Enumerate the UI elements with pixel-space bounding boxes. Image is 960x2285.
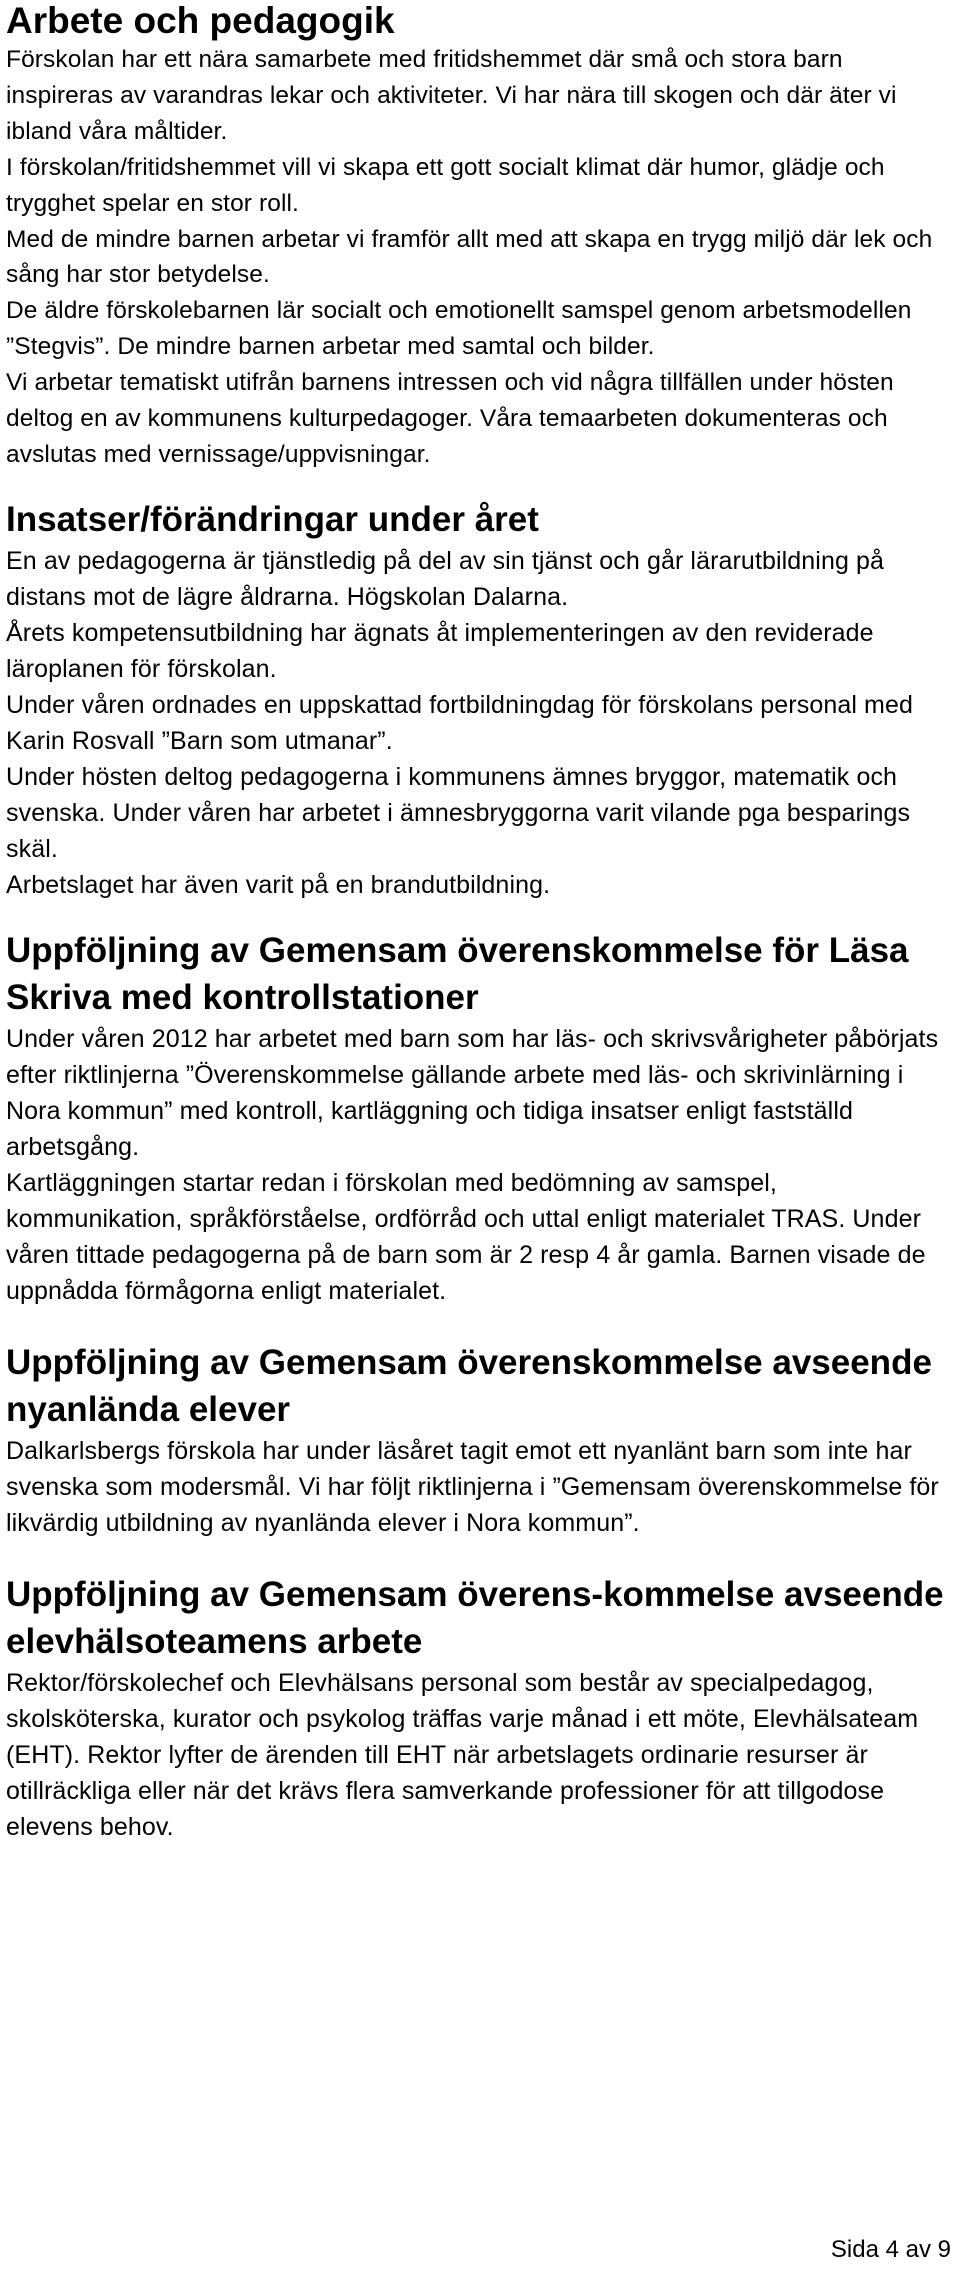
paragraph: De äldre förskolebarnen lär socialt och emotionellt samspel genom arbetsmodellen ”Stegvis”. De mindre barnen arbetar med samtal och bilder. <box>6 297 912 361</box>
section-nyanlanda-elever <box>6 1339 946 1541</box>
paragraph: Med de mindre barnen arbetar vi framför allt med att skapa en trygg miljö där lek och sång har stor betydelse. <box>6 225 933 289</box>
section-heading: Uppföljning av Gemensam överenskommelse för Läsa Skriva med kontrollstationer <box>6 930 909 1017</box>
page-number: Sida 4 av 9 <box>830 2236 951 2263</box>
document-body <box>6 0 946 1845</box>
paragraph: Arbetslaget har även varit på en brandutbildning. <box>6 870 551 899</box>
section-insatser-forandringar <box>6 496 946 903</box>
paragraph: En av pedagogerna är tjänstledig på del av sin tjänst och går lärarutbildning på distans mot de lägre åldrarna. Högskolan Dalarna. <box>6 546 885 611</box>
section-heading: Arbete och pedagogik <box>6 0 395 41</box>
section-heading: Insatser/förändringar under året <box>6 499 539 539</box>
section-lasa-skriva <box>6 927 946 1309</box>
section-elevhalsoteam <box>6 1571 946 1845</box>
paragraph: Årets kompetensutbildning har ägnats åt implementeringen av den reviderade läroplanen för förskolan. <box>6 618 874 683</box>
paragraph: Rektor/förskolechef och Elevhälsans personal som består av specialpedagog, skolsköterska, kurator och psykolog träffas varje månad i ett möte, Elevhälsateam (EHT). Rektor lyfter de ärenden till EHT när arbetslagets ordinarie resurser är otillräckliga eller när det krävs flera samverkande professioner för att tillgodose elevens behov. <box>6 1668 919 1841</box>
section-heading: Uppföljning av Gemensam överenskommelse avseende nyanlända elever <box>6 1342 932 1429</box>
paragraph: Under våren 2012 har arbetet med barn som har läs- och skrivsvårigheter påbörjats efter riktlinjerna ”Överenskommelse gällande arbete med läs- och skrivinlärning i Nora kommun” med kontroll, kartläggning och tidiga insatser enligt fastställd arbetsgång. <box>6 1024 939 1161</box>
paragraph: Dalkarlsbergs förskola har under läsåret tagit emot ett nyanlänt barn som inte har svenska som modersmål. Vi har följt riktlinjerna i ”Gemensam överenskommelse för likvärdig utbildning av nyanlända elever i Nora kommun”. <box>6 1436 939 1537</box>
paragraph: Förskolan har ett nära samarbete med fritidshemmet där små och stora barn inspireras av varandras lekar och aktiviteter. Vi har nära till skogen och där äter vi ibland våra måltider. <box>6 46 897 145</box>
paragraph: Vi arbetar tematiskt utifrån barnens intressen och vid några tillfällen under hösten deltog en av kommunens kulturpedagoger. Våra temaarbeten dokumenteras och avslutas med vernissage/uppvisningar. <box>6 369 894 468</box>
paragraph: I förskolan/fritidshemmet vill vi skapa ett gott socialt klimat där humor, glädje och trygghet spelar en stor roll. <box>6 153 885 217</box>
paragraph: Kartläggningen startar redan i förskolan med bedömning av samspel, kommunikation, språkförståelse, ordförråd och uttal enligt materialet TRAS. Under våren tittade pedagogerna på de barn som är 2 resp 4 år gamla. Barnen visade de uppnådda förmågorna enligt materialet. <box>6 1168 926 1305</box>
section-heading: Uppföljning av Gemensam överens-kommelse avseende elevhälsoteamens arbete <box>6 1574 944 1661</box>
section-arbete-och-pedagogik <box>6 0 946 473</box>
paragraph: Under våren ordnades en uppskattad fortbildningdag för förskolans personal med Karin Rosvall ”Barn som utmanar”. <box>6 690 913 755</box>
paragraph: Under hösten deltog pedagogerna i kommunens ämnes bryggor, matematik och svenska. Under våren har arbetet i ämnesbryggorna varit vilande pga besparings skäl. <box>6 762 911 863</box>
